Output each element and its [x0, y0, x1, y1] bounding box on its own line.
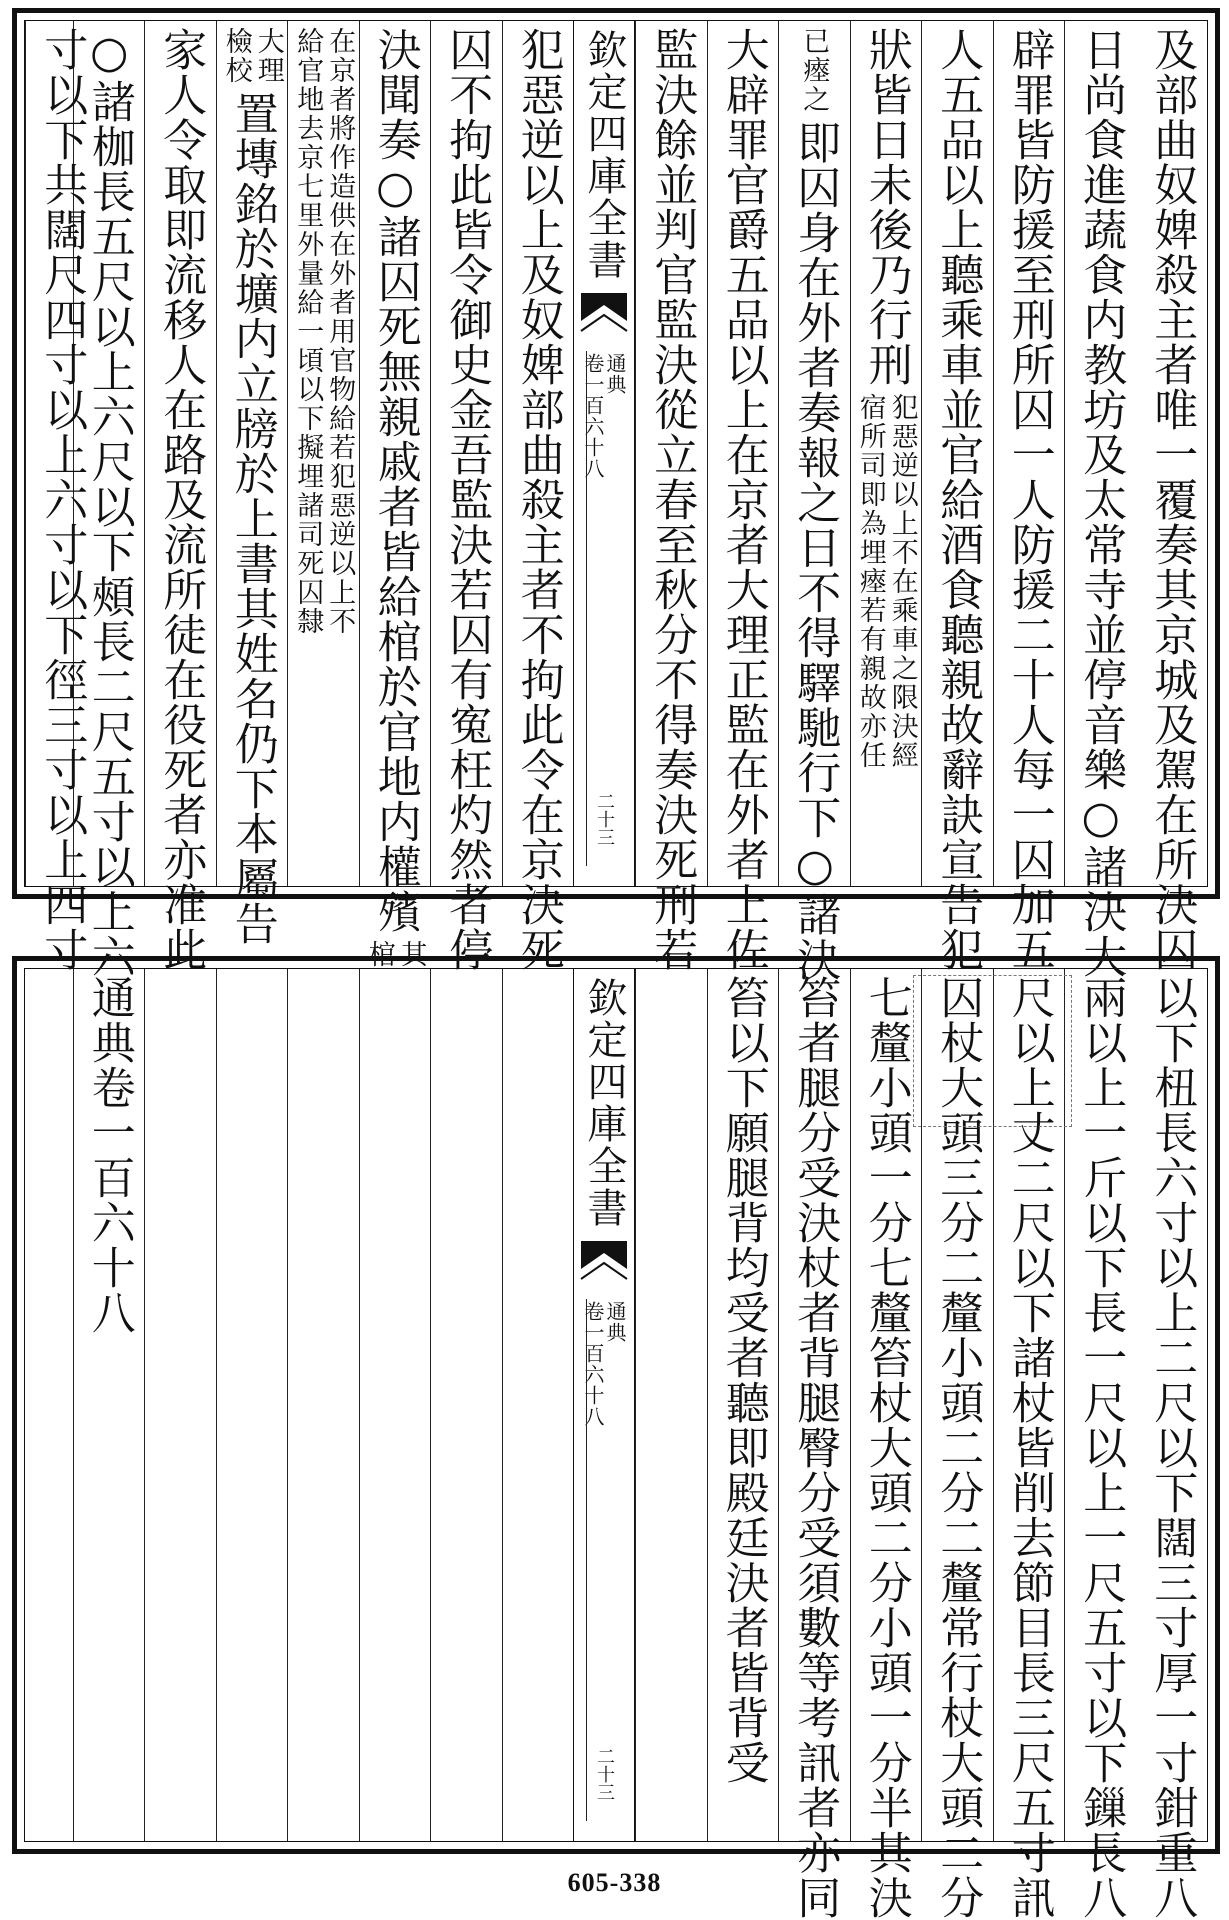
top-text-column — [1136, 21, 1208, 972]
bottom-center-rule — [586, 1299, 587, 1821]
top-page-text-frame — [24, 20, 1208, 982]
top-text-column — [921, 21, 993, 972]
bottom-fishtail-icon — [579, 1239, 629, 1291]
top-main-text: 囚不拘此皆令御史金吾監決若囚有寃枉灼然者停 — [441, 27, 493, 972]
bottom-text-column — [778, 969, 850, 1920]
top-fishtail-center-column — [573, 21, 635, 886]
bottom-main-text: 尺以上丈二尺以下諸杖皆削去節目長三尺五寸訊 — [1003, 975, 1055, 1920]
top-volume-meta-line: 通典 — [603, 353, 627, 395]
bottom-main-text: 笞者腿分受決杖者背腿臀分受須數等考訊者亦同 — [789, 975, 841, 1920]
top-main-text: 家人令取即流移人在路及流所徒在役死者亦准此 — [155, 27, 207, 972]
bottom-volume-meta — [582, 1301, 626, 1427]
top-commentary-line: 宿所司即為埋瘞若有親故亦任 — [854, 393, 886, 770]
top-main-text: ○諸枷長五尺以上六尺以下頰長二尺五寸以上六 — [83, 27, 135, 979]
top-main-text: 辟罪皆防援至刑所囚一人防援二十人每一囚加五 — [1003, 27, 1055, 972]
top-main-text: 人五品以上聽乘車並官給酒食聽親故辭訣宣告犯 — [932, 27, 984, 972]
bottom-main-text: 以下杻長六寸以上二尺以下闊三寸厚一寸鉗重八 — [1146, 975, 1198, 1920]
bottom-text-column — [993, 969, 1065, 1920]
bottom-text-column — [1064, 969, 1136, 1920]
top-page — [12, 8, 1220, 982]
top-main-text: 監決餘並判官監決從立春至秋分不得奏決死刑若 — [646, 27, 698, 972]
top-commentary — [855, 387, 917, 770]
top-volume-meta-line: 卷一百六十八 — [581, 353, 605, 479]
top-commentary-line: 給官地去京七里外量給一頃以下擬埋諸司死囚隸 — [292, 27, 324, 636]
top-text-column — [993, 21, 1065, 972]
top-commentary-line: 檢校 — [220, 27, 252, 85]
bottom-book-title: 欽定四庫全書 — [581, 977, 627, 1229]
bottom-text-column — [216, 969, 288, 1841]
top-commentary-line: 大理 — [252, 27, 284, 85]
top-main-text: 寸以下共闊尺四寸以上六寸以下徑三寸以上四寸 — [36, 27, 88, 972]
bottom-main-text: 七釐小頭一分七釐笞杖大頭二分小頭一分半其決 — [860, 975, 912, 1920]
top-text-column — [502, 21, 574, 972]
bottom-text-column — [144, 969, 216, 1841]
top-text-column — [778, 21, 850, 982]
top-commentary-line: 其 — [395, 940, 427, 969]
page-footer-label: 605-338 — [567, 1868, 662, 1897]
top-text-column — [144, 21, 216, 972]
bottom-volume-meta-line: 卷一百六十八 — [581, 1301, 605, 1427]
bottom-fishtail-center-column — [573, 969, 635, 1841]
top-main-text: 大辟罪官爵五品以上在京者大理正監在外者上佐 — [717, 27, 769, 972]
top-main-text: 犯惡逆以上及奴婢部曲殺主者不拘此令在京決死 — [512, 27, 564, 972]
top-main-text: 即囚身在外者奏報之日不得驛馳行下○諸決 — [789, 120, 841, 982]
top-commentary-line: 棺 — [363, 940, 395, 969]
bottom-main-text: 通典卷一百六十八 — [83, 975, 135, 1335]
top-book-title: 欽定四庫全書 — [581, 29, 627, 281]
top-volume-meta — [582, 353, 626, 479]
top-commentary-line: 已瘞之 — [798, 27, 830, 114]
top-commentary — [292, 21, 354, 636]
top-text-column — [216, 21, 288, 946]
top-main-text: 決聞奏○諸囚死無親戚者皆給棺於官地内權殯 — [369, 27, 421, 934]
bottom-text-column — [707, 969, 779, 1841]
top-commentary — [798, 21, 830, 114]
top-center-rule — [586, 351, 587, 866]
bottom-text-column — [287, 969, 359, 1841]
bottom-text-column — [1136, 969, 1208, 1920]
top-text-column — [287, 21, 359, 886]
bottom-text-column — [850, 969, 922, 1920]
top-text-column — [635, 21, 707, 972]
top-text-column — [359, 21, 431, 969]
top-main-text: 置塼銘於壙内立牓於上書其姓名仍下本屬告 — [226, 91, 278, 946]
top-main-text: 狀皆日未後乃行刑 — [860, 27, 912, 387]
top-fishtail-icon — [579, 291, 629, 343]
bottom-text-column — [635, 969, 707, 1841]
top-text-column — [25, 21, 97, 972]
top-commentary-line: 犯惡逆以上不在乘車之限決經 — [886, 393, 918, 770]
top-commentary-line: 在京者將作造供在外者用官物給若犯惡逆以上不 — [324, 27, 356, 636]
top-text-column — [850, 21, 922, 886]
bottom-volume-meta-line: 通典 — [603, 1301, 627, 1343]
bottom-text-column — [430, 969, 502, 1841]
bottom-text-column — [921, 969, 993, 1920]
bottom-main-text: 笞以下願腿背均受者聽即殿廷決者皆背受 — [717, 975, 769, 1785]
top-folio-number: 二十三 — [594, 792, 615, 846]
top-text-column — [1064, 21, 1136, 979]
top-main-text: 日尚食進蔬食内教坊及太常寺並停音樂○諸決大 — [1075, 27, 1127, 979]
bottom-main-text: 兩以上一斤以下長一尺以上一尺五寸以下鏁長八 — [1075, 975, 1127, 1920]
bottom-text-column — [73, 969, 145, 1841]
top-text-column — [707, 21, 779, 972]
top-commentary — [221, 21, 283, 85]
bottom-folio-number: 二十三 — [594, 1747, 615, 1801]
top-text-column — [430, 21, 502, 972]
bottom-text-column — [502, 969, 574, 1841]
top-main-text: 及部曲奴婢殺主者唯一覆奏其京城及駕在所決囚 — [1146, 27, 1198, 972]
bottom-main-text: 囚杖大頭三分二釐小頭二分二釐常行杖大頭二分 — [932, 975, 984, 1920]
bottom-text-column — [359, 969, 431, 1841]
